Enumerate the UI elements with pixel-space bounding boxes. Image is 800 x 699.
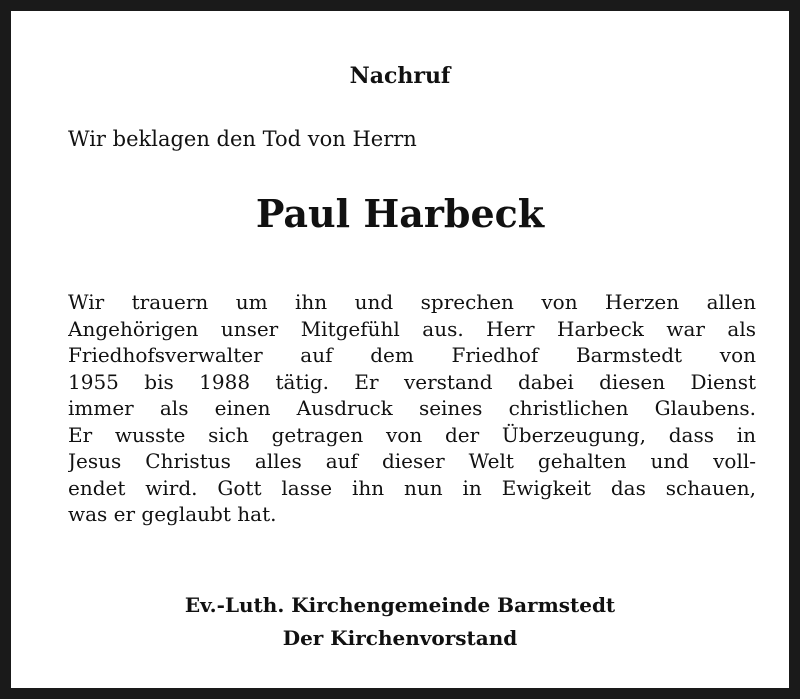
intro-line: Wir beklagen den Tod von Herrn bbox=[68, 127, 417, 151]
body-line: Er wusste sich getragen von der Überzeugung, dass in bbox=[68, 422, 756, 447]
notice-heading: Nachruf bbox=[349, 63, 451, 89]
deceased-name: Paul Harbeck bbox=[255, 191, 545, 236]
body-line: endet wird. Gott lasse ihn nun in Ewigkeit das schauen, bbox=[68, 475, 756, 500]
notice-body bbox=[68, 289, 756, 528]
body-line: 1955 bis 1988 tätig. Er verstand dabei diesen Dienst bbox=[68, 369, 756, 394]
body-line: Angehörigen unser Mitgefühl aus. Herr Harbeck war als bbox=[68, 316, 756, 341]
body-line: Friedhofsverwalter auf dem Friedhof Barmstedt von bbox=[68, 343, 756, 367]
signature-organization: Ev.-Luth. Kirchengemeinde Barmstedt bbox=[184, 593, 616, 617]
body-line: Wir trauern um ihn und sprechen von Herzen allen bbox=[68, 290, 756, 314]
body-line: immer als einen Ausdruck seines christlichen Glaubens. bbox=[68, 396, 756, 420]
body-line: Jesus Christus alles auf dieser Welt gehalten und voll- bbox=[68, 449, 756, 473]
body-line: was er geglaubt hat. bbox=[68, 502, 277, 526]
signature-board: Der Kirchenvorstand bbox=[282, 626, 518, 650]
signature-block bbox=[11, 589, 789, 655]
